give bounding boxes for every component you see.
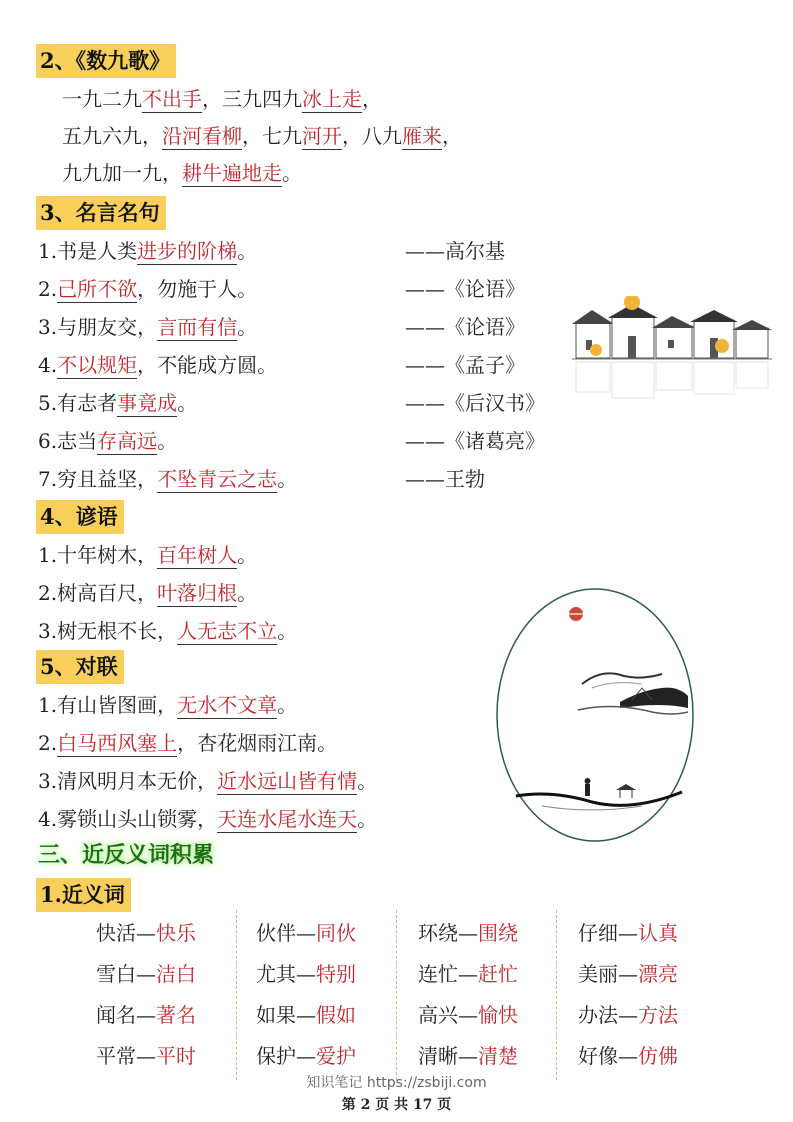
word: 快活—	[96, 921, 156, 945]
text: 1.书是人类	[38, 239, 138, 263]
quote-row	[38, 388, 197, 418]
synonym-pair	[578, 959, 728, 1000]
answer: 近水远山皆有情	[217, 769, 358, 793]
synonym-pair	[418, 918, 568, 959]
word: 平常—	[96, 1044, 156, 1068]
text: 。	[237, 315, 258, 339]
quote-row	[38, 464, 297, 494]
quote-source: ——《后汉书》	[405, 391, 545, 415]
quote-source: ——《论语》	[405, 277, 525, 301]
page-number: 第 2 页 共 17 页	[341, 1097, 452, 1113]
synonym-pair	[96, 1000, 246, 1041]
couplet-row	[38, 690, 297, 720]
text: ，不能成方圆。	[137, 353, 278, 377]
text: 3.与朋友交，	[38, 315, 158, 339]
text: 九九加一九，	[62, 161, 182, 185]
answer: 河开	[302, 124, 342, 148]
quote-row	[38, 312, 257, 342]
synonym-answer: 愉快	[478, 1003, 518, 1027]
section-title-proverbs: 4、谚语	[36, 500, 124, 534]
synonym-answer: 平时	[156, 1044, 196, 1068]
answer: 人无志不立	[177, 619, 278, 643]
text: 2.	[38, 731, 58, 755]
text: 1.有山皆图画，	[38, 693, 178, 717]
poem-line-1	[62, 84, 382, 114]
proverb-row	[38, 540, 257, 570]
synonym-pair	[418, 959, 568, 1000]
quote-row	[38, 274, 257, 304]
couplet-row	[38, 766, 377, 796]
text: 。	[357, 807, 378, 831]
synonym-pair	[256, 1000, 406, 1041]
synonym-column	[256, 918, 406, 1082]
synonym-pair	[418, 1000, 568, 1041]
text: 1.十年树木，	[38, 543, 158, 567]
synonym-answer: 著名	[156, 1003, 196, 1027]
answer: 己所不欲	[57, 277, 138, 301]
quote-row	[38, 350, 277, 380]
text: 。	[157, 429, 178, 453]
answer: 存高远	[97, 429, 158, 453]
text: 一九二九	[62, 87, 142, 111]
text: ，杏花烟雨江南。	[177, 731, 338, 755]
text: ，七九	[242, 124, 302, 148]
text: ，三九四九	[202, 87, 302, 111]
answer: 无水不文章	[177, 693, 278, 717]
answer: 百年树人	[157, 543, 238, 567]
text: 2.树高百尺，	[38, 581, 158, 605]
proverb-row	[38, 578, 257, 608]
word: 高兴—	[418, 1003, 478, 1027]
text: 。	[277, 693, 298, 717]
synonym-answer: 同伙	[316, 921, 356, 945]
couplet-row	[38, 728, 337, 758]
text: 。	[357, 769, 378, 793]
synonym-pair	[96, 959, 246, 1000]
word: 办法—	[578, 1003, 638, 1027]
text: 。	[237, 581, 258, 605]
synonym-answer: 赶忙	[478, 962, 518, 986]
proverb-row	[38, 616, 297, 646]
word: 保护—	[256, 1044, 316, 1068]
poem-line-2	[62, 121, 462, 151]
text: 4.	[38, 353, 58, 377]
text: 。	[237, 239, 258, 263]
synonym-pair	[256, 918, 406, 959]
section-title-synonyms: 1.近义词	[36, 878, 131, 912]
section-title-quotes: 3、名言名句	[36, 196, 166, 230]
answer: 不以规矩	[57, 353, 138, 377]
word: 仔细—	[578, 921, 638, 945]
quote-source: ——《诸葛亮》	[405, 429, 545, 453]
synonym-answer: 认真	[638, 921, 678, 945]
quote-row	[38, 236, 257, 266]
answer: 叶落归根	[157, 581, 238, 605]
answer: 进步的阶梯	[137, 239, 238, 263]
synonym-column	[578, 918, 728, 1082]
village-illustration	[572, 296, 772, 412]
word: 好像—	[578, 1044, 638, 1068]
section-title-shujiuge: 2、《数九歌》	[36, 44, 176, 78]
text: ，	[442, 124, 462, 148]
word: 清晰—	[418, 1044, 478, 1068]
answer: 沿河看柳	[162, 124, 242, 148]
word: 环绕—	[418, 921, 478, 945]
text: 6.志当	[38, 429, 98, 453]
synonym-answer: 特别	[316, 962, 356, 986]
answer: 不坠青云之志	[157, 467, 278, 491]
chapter-title-synonyms-antonyms: 三、近反义词积累	[38, 842, 215, 868]
text: 。	[277, 467, 298, 491]
text: 。	[177, 391, 198, 415]
quote-source: ——高尔基	[405, 239, 505, 263]
text: ，八九	[342, 124, 402, 148]
text: ，	[362, 87, 382, 111]
answer: 冰上走	[302, 87, 362, 111]
answer: 白马西风塞上	[57, 731, 178, 755]
answer: 天连水尾水连天	[217, 807, 358, 831]
answer: 不出手	[142, 87, 202, 111]
synonym-pair	[578, 918, 728, 959]
answer: 事竟成	[117, 391, 178, 415]
text: ，勿施于人。	[137, 277, 258, 301]
synonym-answer: 清楚	[478, 1044, 518, 1068]
text: 五九六九，	[62, 124, 162, 148]
synonym-answer: 方法	[638, 1003, 678, 1027]
text: 。	[277, 619, 298, 643]
site-watermark: 知识笔记 https://zsbiji.com	[306, 1075, 487, 1091]
text: 2.	[38, 277, 58, 301]
synonym-answer: 洁白	[156, 962, 196, 986]
word: 闻名—	[96, 1003, 156, 1027]
text: 7.穷且益坚，	[38, 467, 158, 491]
answer: 雁来	[402, 124, 442, 148]
landscape-oval-illustration	[492, 584, 698, 846]
synonym-answer: 爱护	[316, 1044, 356, 1068]
synonym-pair	[256, 959, 406, 1000]
quote-source: ——王勃	[405, 467, 485, 491]
poem-line-3	[62, 158, 302, 188]
synonym-column	[96, 918, 246, 1082]
synonym-pair	[96, 918, 246, 959]
quote-source: ——《论语》	[405, 315, 525, 339]
text: 。	[237, 543, 258, 567]
word: 连忙—	[418, 962, 478, 986]
text: 。	[282, 161, 302, 185]
text: 3.清风明月本无价，	[38, 769, 218, 793]
synonym-answer: 仿佛	[638, 1044, 678, 1068]
quote-row	[38, 426, 177, 456]
synonym-answer: 快乐	[156, 921, 196, 945]
quote-source: ——《孟子》	[405, 353, 525, 377]
text: 3.树无根不长，	[38, 619, 178, 643]
synonym-answer: 假如	[316, 1003, 356, 1027]
word: 伙伴—	[256, 921, 316, 945]
text: 5.有志者	[38, 391, 118, 415]
word: 美丽—	[578, 962, 638, 986]
synonym-column	[418, 918, 568, 1082]
synonym-pair	[578, 1000, 728, 1041]
word: 如果—	[256, 1003, 316, 1027]
text: 4.雾锁山头山锁雾，	[38, 807, 218, 831]
answer: 耕牛遍地走	[182, 161, 282, 185]
answer: 言而有信	[157, 315, 238, 339]
word: 尤其—	[256, 962, 316, 986]
synonym-answer: 漂亮	[638, 962, 678, 986]
section-title-couplets: 5、对联	[36, 650, 124, 684]
word: 雪白—	[96, 962, 156, 986]
synonym-answer: 围绕	[478, 921, 518, 945]
couplet-row	[38, 804, 377, 834]
